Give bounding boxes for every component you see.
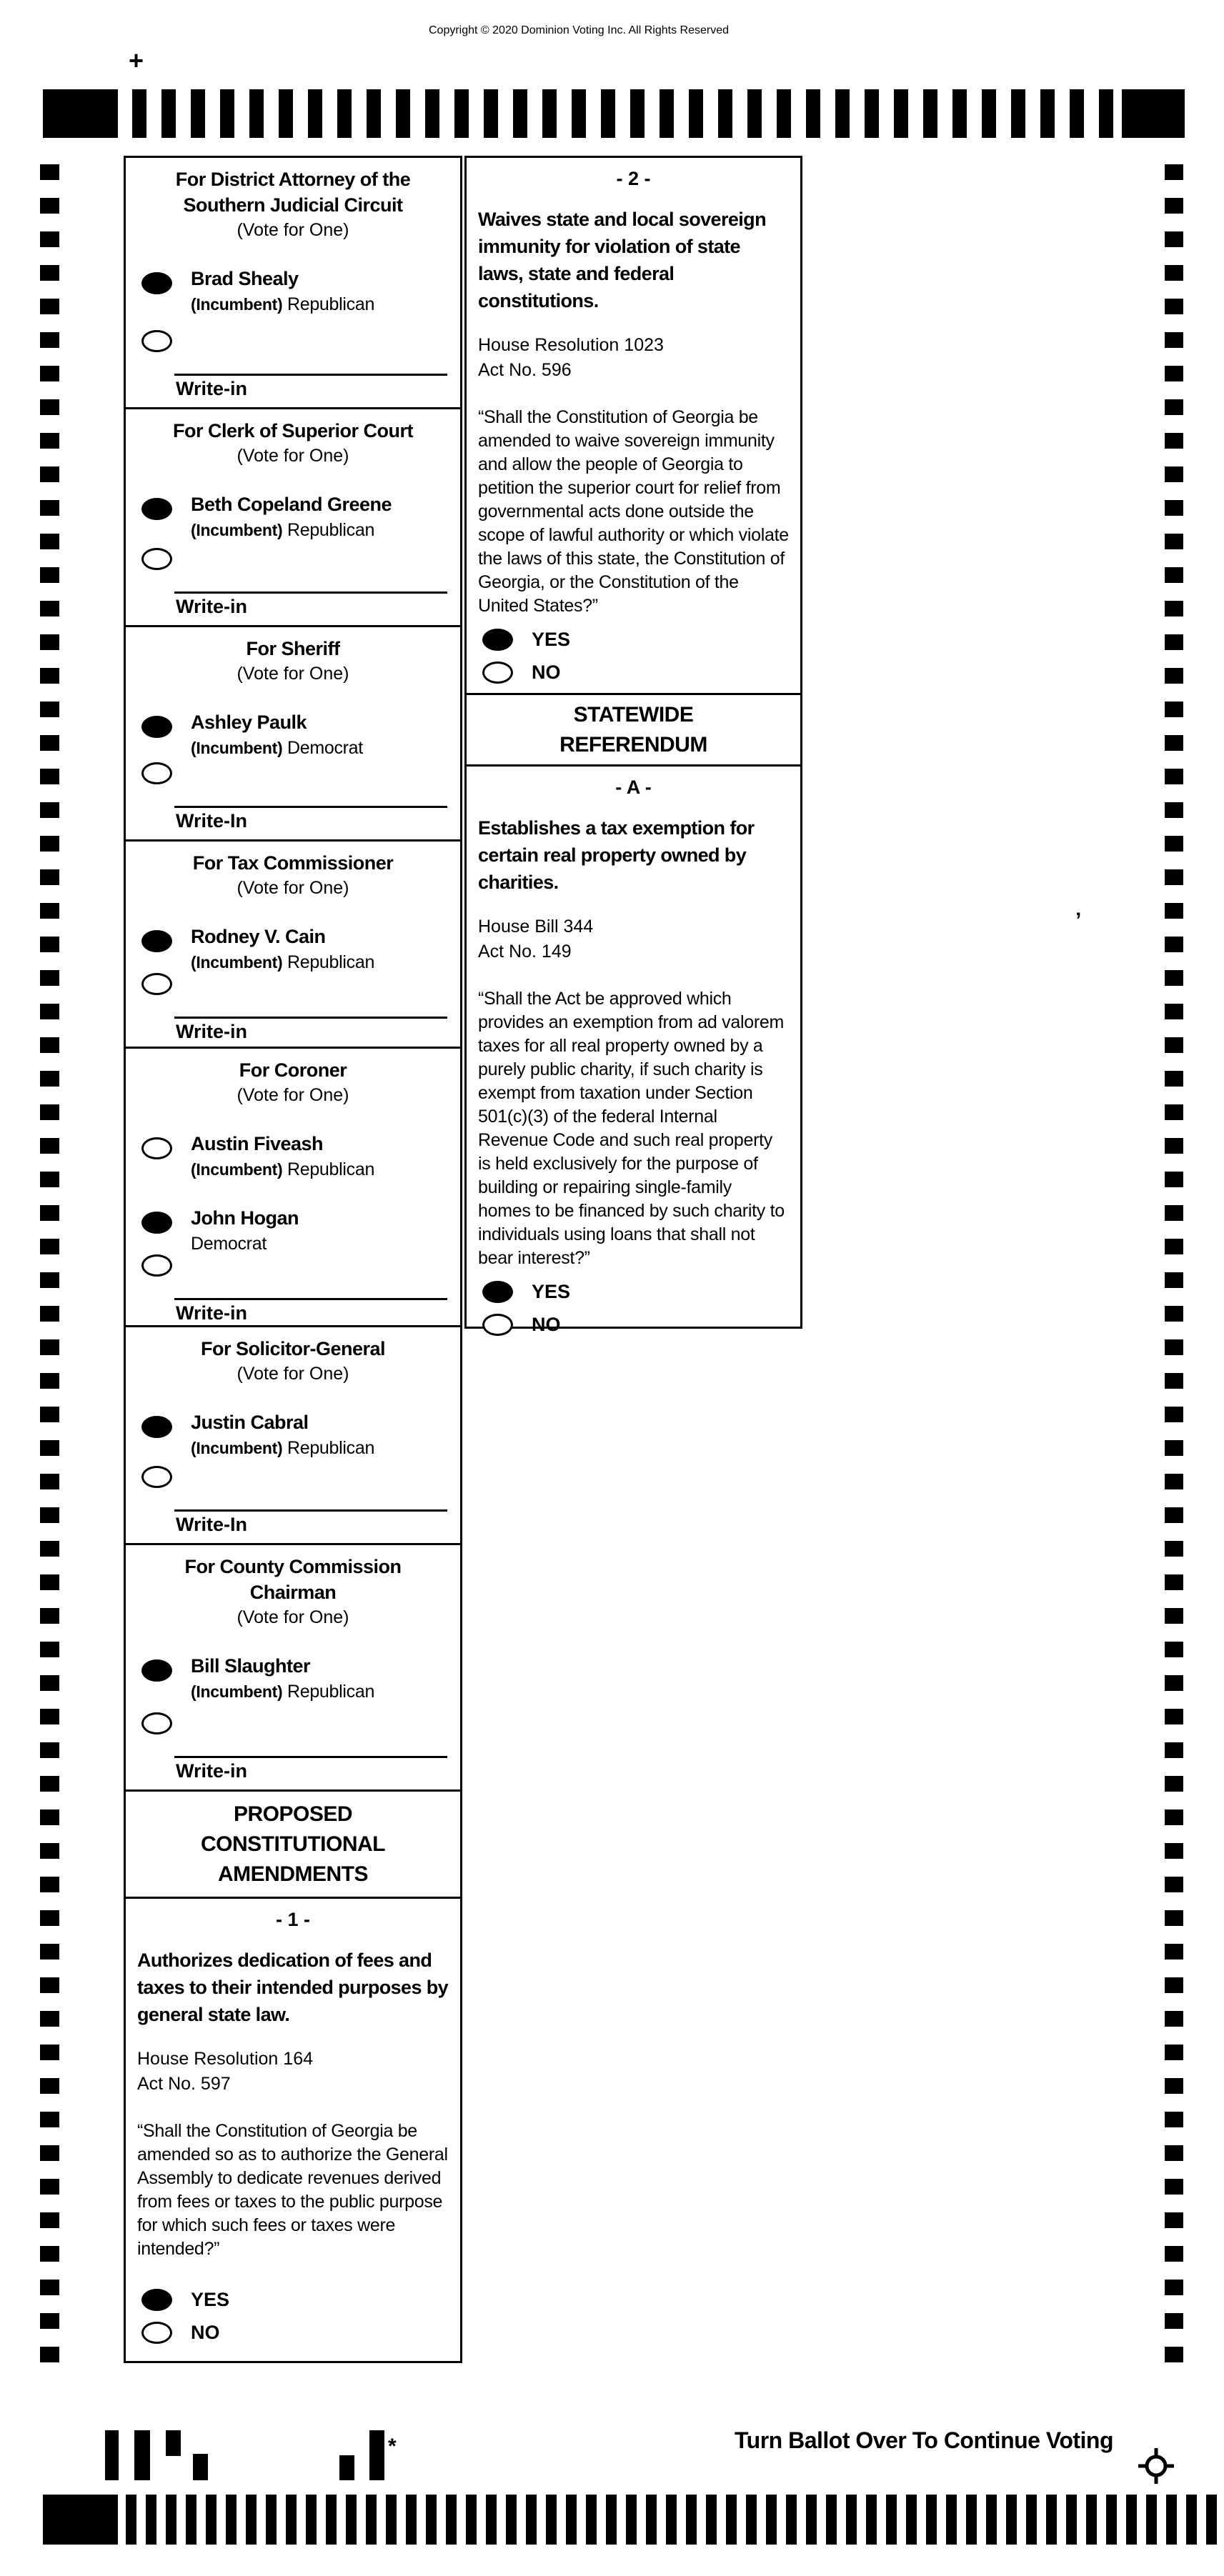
candidate-party: [191, 738, 363, 759]
write-in-line[interactable]: [174, 1017, 447, 1019]
write-in-line[interactable]: [174, 591, 447, 594]
vote-oval-empty[interactable]: [482, 662, 513, 684]
choice-row-no: [141, 2322, 449, 2344]
candidate-info: [191, 1412, 374, 1459]
write-in-label: Write-In: [176, 810, 247, 832]
incumbent-label: (Incumbent): [191, 1682, 283, 1701]
vote-oval-filled[interactable]: [141, 2289, 172, 2311]
vote-oval-empty[interactable]: [482, 1314, 513, 1336]
vote-oval-filled[interactable]: [141, 498, 172, 520]
vote-for-instruction: (Vote for One): [237, 1607, 349, 1627]
ballot-id-barcode-bar: [166, 2430, 181, 2456]
contest-title: [136, 418, 450, 444]
incumbent-label: (Incumbent): [191, 1160, 283, 1179]
choice-label: YES: [532, 629, 571, 650]
candidate-info: [191, 1207, 299, 1254]
party-name: Republican: [287, 1438, 375, 1458]
candidate-row: [141, 268, 450, 315]
candidate-info: [191, 926, 374, 973]
choice-row-yes: [482, 629, 789, 651]
candidate-info: [191, 712, 363, 759]
vote-oval-filled[interactable]: [141, 272, 172, 294]
section-banner-proposed-constitutional-amendments: [124, 1789, 462, 1899]
measure-references: [137, 2047, 449, 2097]
measure-number: - 2 -: [616, 168, 651, 189]
party-name: Democrat: [191, 1234, 267, 1254]
vote-oval-empty[interactable]: [141, 2322, 172, 2344]
contest-title-line: For Clerk of Superior Court: [172, 420, 414, 441]
candidate-row: [141, 1412, 450, 1459]
ballot-id-barcode-bar: [193, 2454, 208, 2480]
vote-for-instruction: (Vote for One): [237, 878, 349, 898]
measure-number: - 1 -: [275, 1909, 310, 1930]
measure-summary: Waives state and local sovereign immunity for violation of state laws, state and federal constitutions.: [478, 209, 766, 311]
ballot-id-barcode-bar: [105, 2430, 119, 2480]
candidate-name: Rodney V. Cain: [191, 926, 326, 947]
banner-line: PROPOSED: [233, 1802, 353, 1826]
registration-plus-mark: +: [129, 46, 144, 75]
timing-marks-column-right: [1165, 164, 1183, 2368]
incumbent-label: (Incumbent): [191, 1439, 283, 1457]
contest-title: [136, 1057, 450, 1083]
vote-oval-filled[interactable]: [141, 930, 172, 952]
write-in-area: [136, 973, 450, 1044]
measure-choices: [478, 1270, 789, 1336]
vote-for-instruction: (Vote for One): [237, 1364, 349, 1384]
candidate-party: [191, 1159, 374, 1180]
contest-title: [136, 1554, 450, 1605]
banner-line: STATEWIDE: [573, 702, 694, 727]
contest-for-coroner: [124, 1047, 462, 1327]
candidate-row: [141, 926, 450, 973]
incumbent-label: (Incumbent): [191, 739, 283, 757]
contest-title-line: For District Attorney of the: [175, 169, 411, 190]
write-in-oval[interactable]: [141, 1712, 172, 1734]
ballot-column-right: [464, 156, 802, 1335]
measure-reference-line: House Resolution 164: [137, 2049, 313, 2069]
candidate-party: [191, 1682, 374, 1702]
contest-for-solicitor-general: [124, 1325, 462, 1545]
candidate-row: [141, 1133, 450, 1180]
measure-question: “Shall the Constitution of Georgia be amended to waive sovereign immunity and allow the people of Georgia to petition the superior court for relief from governmental acts done outside the scope of lawful authority or which violate the laws of this state, the Constitution of Georgia, or the Constitution of the United States?”: [478, 407, 789, 616]
measure-1: [124, 1897, 462, 2363]
candidate-info: [191, 494, 392, 541]
measure-reference-line: Act No. 596: [478, 360, 572, 380]
banner-line: AMENDMENTS: [218, 1862, 368, 1886]
vote-oval-filled[interactable]: [141, 1416, 172, 1438]
candidate-name: Beth Copeland Greene: [191, 494, 392, 515]
turn-ballot-over-text: Turn Ballot Over To Continue Voting: [734, 2427, 1113, 2453]
measure-a: [464, 764, 802, 1335]
measure-question: “Shall the Act be approved which provides an exemption from ad valorem taxes for all real property owned by a purely public charity, if such charity is exempt from taxation under Section 501(c)(3) of the federal Internal Revenue Code and such real property is held exclusively for the purpose of building or repairing single-family homes to be financed by such charity to individuals using loans that shall not bear interest?”: [478, 989, 785, 1268]
party-name: Republican: [287, 294, 375, 314]
candidate-party: [191, 294, 374, 315]
contest-for-clerk-of-superior-court: [124, 407, 462, 627]
candidate-party: [191, 952, 374, 973]
vote-for-instruction: (Vote for One): [237, 220, 349, 240]
measure-summary: Authorizes dedication of fees and taxes to their intended purposes by general state law.: [137, 1950, 449, 2025]
candidate-name: Bill Slaughter: [191, 1655, 311, 1677]
measure-2: [464, 156, 802, 695]
write-in-oval[interactable]: [141, 762, 172, 784]
contest-for-tax-commissioner: [124, 839, 462, 1049]
contest-title: [136, 636, 450, 662]
measure-choices: [137, 2278, 449, 2344]
candidate-info: [191, 268, 374, 315]
measure-question: “Shall the Constitution of Georgia be amended so as to authorize the General Assembly to dedicate revenues derived from fees or taxes to the public purpose for which such fees or taxes were intended?”: [137, 2121, 448, 2259]
contest-title: [136, 1336, 450, 1362]
candidate-name: John Hogan: [191, 1207, 299, 1229]
write-in-oval[interactable]: [141, 1254, 172, 1277]
measure-reference-line: House Bill 344: [478, 917, 594, 937]
write-in-label: Write-in: [176, 1760, 247, 1782]
vote-oval-filled[interactable]: [141, 716, 172, 738]
banner-line: REFERENDUM: [559, 732, 707, 757]
candidate-party: [191, 1234, 299, 1254]
party-name: Republican: [287, 952, 375, 972]
write-in-line[interactable]: [174, 1298, 447, 1300]
contest-title: [136, 166, 450, 218]
contest-for-county-commission-chairman: [124, 1543, 462, 1792]
write-in-line[interactable]: [174, 374, 447, 376]
measure-reference-line: House Resolution 1023: [478, 335, 664, 355]
timing-mark-block-top-left: [43, 89, 118, 138]
write-in-area: [136, 762, 450, 834]
candidate-info: [191, 1133, 374, 1180]
write-in-line[interactable]: [174, 1509, 447, 1512]
write-in-label: Write-in: [176, 1302, 247, 1324]
ballot-id-barcode-bar: [339, 2455, 354, 2480]
measure-references: [478, 333, 789, 383]
incumbent-label: (Incumbent): [191, 295, 283, 314]
party-name: Republican: [287, 1159, 375, 1179]
choice-label: YES: [191, 2289, 230, 2310]
crosshair-registration-icon: [1138, 2447, 1175, 2485]
choice-label: NO: [191, 2322, 220, 2343]
incumbent-label: (Incumbent): [191, 521, 283, 539]
measure-references: [478, 914, 789, 964]
candidate-name: Brad Shealy: [191, 268, 299, 289]
contest-title-line: For Coroner: [239, 1059, 347, 1081]
party-name: Democrat: [287, 738, 363, 758]
choice-row-yes: [482, 1281, 789, 1303]
copyright-text: Copyright © 2020 Dominion Voting Inc. All Rights Reserved: [428, 24, 729, 36]
vote-for-instruction: (Vote for One): [237, 1085, 349, 1105]
write-in-oval[interactable]: [141, 973, 172, 995]
choice-label: NO: [532, 662, 561, 683]
write-in-line[interactable]: [174, 1756, 447, 1758]
barcode-asterisk-mark: *: [388, 2435, 397, 2458]
contest-for-sheriff: [124, 625, 462, 842]
candidate-name: Austin Fiveash: [191, 1133, 324, 1154]
contest-title-line: For Tax Commissioner: [192, 852, 394, 874]
timing-mark-block-top-right: [1122, 89, 1185, 138]
vote-oval-filled[interactable]: [141, 1212, 172, 1234]
ballot-id-barcode-bar: [369, 2430, 384, 2480]
candidate-party: [191, 1438, 374, 1459]
write-in-area: [136, 1254, 450, 1326]
candidate-row: [141, 494, 450, 541]
incumbent-label: (Incumbent): [191, 953, 283, 972]
candidate-row: [141, 1655, 450, 1702]
ballot-id-barcode-bar: [134, 2430, 150, 2480]
measure-choices: [478, 618, 789, 684]
vote-oval-filled[interactable]: [482, 629, 513, 651]
timing-marks-row-bottom: [106, 2495, 1218, 2545]
ballot-column-left: [124, 156, 462, 2363]
write-in-label: Write-in: [176, 596, 247, 617]
write-in-area: [136, 548, 450, 619]
contest-title: [136, 850, 450, 876]
vote-oval-empty[interactable]: [141, 1137, 172, 1159]
section-banner-statewide-referendum: [464, 693, 802, 767]
write-in-label: Write-in: [176, 1021, 247, 1042]
vote-for-instruction: (Vote for One): [237, 664, 349, 684]
measure-reference-line: Act No. 597: [137, 2074, 231, 2094]
vote-oval-filled[interactable]: [482, 1281, 513, 1303]
measure-reference-line: Act No. 149: [478, 942, 572, 962]
write-in-oval[interactable]: [141, 548, 172, 570]
write-in-line[interactable]: [174, 806, 447, 808]
choice-label: YES: [532, 1281, 571, 1302]
candidate-row: [141, 1207, 450, 1254]
contest-title-line: Southern Judicial Circuit: [183, 194, 403, 216]
write-in-oval[interactable]: [141, 330, 172, 352]
candidate-row: [141, 712, 450, 759]
contest-title-line: For Sheriff: [246, 638, 340, 659]
candidate-party: [191, 520, 392, 541]
timing-marks-column-left: [40, 164, 59, 2368]
party-name: Republican: [287, 520, 375, 540]
contest-title-line: For County Commission: [184, 1556, 402, 1577]
vote-oval-filled[interactable]: [141, 1659, 172, 1682]
contest-for-district-attorney-of-the-southern-judicial-circuit: [124, 156, 462, 409]
contest-title-line: For Solicitor-General: [200, 1338, 386, 1359]
banner-line: CONSTITUTIONAL: [201, 1832, 385, 1856]
candidate-info: [191, 1655, 374, 1702]
choice-row-no: [482, 662, 789, 684]
write-in-area: [136, 1712, 450, 1784]
choice-row-no: [482, 1314, 789, 1336]
write-in-oval[interactable]: [141, 1466, 172, 1488]
vote-for-instruction: (Vote for One): [237, 446, 349, 466]
write-in-label: Write-In: [176, 1514, 247, 1535]
contest-title-line: Chairman: [249, 1582, 337, 1603]
choice-label: NO: [532, 1314, 561, 1335]
timing-marks-row-top: [132, 89, 1115, 138]
write-in-area: [136, 1466, 450, 1537]
write-in-area: [136, 330, 450, 401]
measure-number: - A -: [615, 777, 652, 798]
candidate-name: Justin Cabral: [191, 1412, 309, 1433]
choice-row-yes: [141, 2289, 449, 2311]
party-name: Republican: [287, 1682, 375, 1702]
stray-scan-mark: ’: [1075, 909, 1082, 932]
candidate-name: Ashley Paulk: [191, 712, 307, 733]
write-in-label: Write-in: [176, 378, 247, 399]
measure-summary: Establishes a tax exemption for certain real property owned by charities.: [478, 817, 755, 893]
